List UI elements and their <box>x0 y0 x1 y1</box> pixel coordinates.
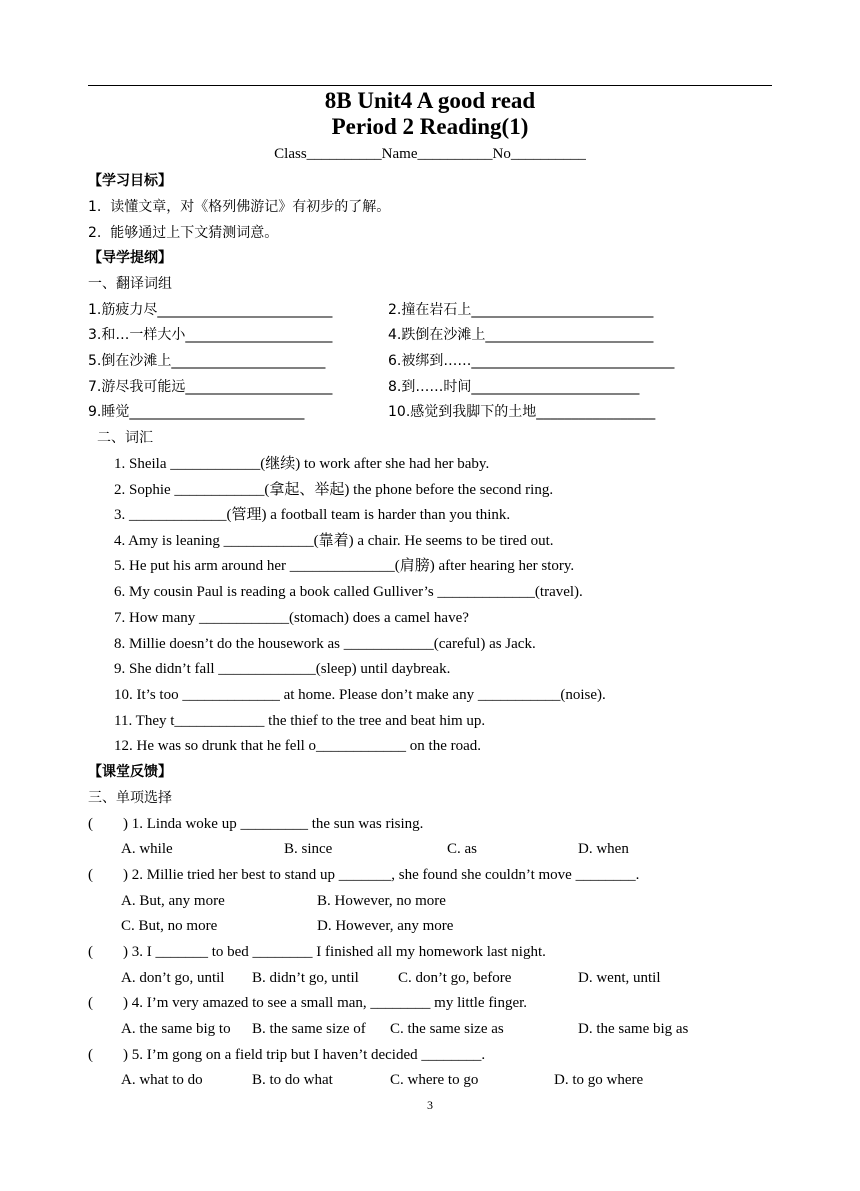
vocab-item: 5. He put his arm around her ______________(肩膀) after hearing her story. <box>114 558 575 574</box>
phrase-item: 1.筋疲力尽_________________________ <box>88 302 333 318</box>
vocab-item: 6. My cousin Paul is reading a book called Gulliver’s _____________(travel). <box>114 584 583 600</box>
vocab-item: 9. She didn’t fall _____________(sleep) until daybreak. <box>114 661 451 677</box>
question-option: C. don’t go, before <box>398 970 512 986</box>
question-option: B. to do what <box>252 1072 333 1088</box>
title-line-1: 8B Unit4 A good read <box>324 88 536 113</box>
vocab-item: 4. Amy is leaning ____________(靠着) a chair. He seems to be tired out. <box>114 533 554 549</box>
feedback-heading: 【课堂反馈】 <box>88 764 172 780</box>
page-number: 3 <box>427 1098 433 1112</box>
vocab-item: 7. How many ____________(stomach) does a camel have? <box>114 610 469 626</box>
question-option: C. But, no more <box>121 918 218 934</box>
question-option: B. didn’t go, until <box>252 970 359 986</box>
question-option: A. But, any more <box>121 893 225 909</box>
objectives-heading: 【学习目标】 <box>88 173 172 189</box>
question-option: D. when <box>578 841 629 857</box>
phrase-item: 8.到……时间________________________ <box>388 379 640 395</box>
phrase-item: 4.跌倒在沙滩上________________________ <box>388 327 654 343</box>
vocab-item: 11. They t____________ the thief to the tree and beat him up. <box>114 713 486 729</box>
question-option: A. what to do <box>121 1072 203 1088</box>
phrase-item: 6.被绑到……_____________________________ <box>388 353 675 369</box>
question-option: C. as <box>447 841 477 857</box>
question-option: C. the same size as <box>390 1021 504 1037</box>
question-option: B. since <box>284 841 333 857</box>
question-option: A. while <box>121 841 173 857</box>
vocab-item: 10. It’s too _____________ at home. Please don’t make any ___________(noise). <box>114 687 606 703</box>
question-option: B. However, no more <box>317 893 446 909</box>
phrase-item: 7.游尽我可能远_____________________ <box>88 379 333 395</box>
part3-title: 三、单项选择 <box>88 790 172 806</box>
phrase-item: 3.和…一样大小_____________________ <box>88 327 333 343</box>
phrase-item: 2.撞在岩石上__________________________ <box>388 302 654 318</box>
question-option: B. the same size of <box>252 1021 366 1037</box>
question-stem: ( ) 1. Linda woke up _________ the sun was rising. <box>88 816 424 832</box>
question-option: D. went, until <box>578 970 661 986</box>
title-line-2: Period 2 Reading(1) <box>331 114 529 139</box>
phrase-item: 5.倒在沙滩上______________________ <box>88 353 326 369</box>
question-option: D. to go where <box>554 1072 644 1088</box>
top-rule <box>88 85 772 86</box>
question-stem: ( ) 2. Millie tried her best to stand up _______, she found she couldn’t move ________. <box>88 867 640 883</box>
question-stem: ( ) 5. I’m gong on a field trip but I haven’t decided ________. <box>88 1047 486 1063</box>
question-stem: ( ) 3. I _______ to bed ________ I finished all my homework last night. <box>88 944 546 960</box>
vocab-item: 3. _____________(管理) a football team is harder than you think. <box>114 507 511 523</box>
question-option: A. don’t go, until <box>121 970 225 986</box>
question-option: A. the same big to <box>121 1021 231 1037</box>
objective-item: 1. 读懂文章，对《格列佛游记》有初步的了解。 <box>88 199 391 215</box>
vocab-item: 12. He was so drunk that he fell o____________ on the road. <box>114 738 482 754</box>
phrase-item: 10.感觉到我脚下的土地_________________ <box>388 404 656 420</box>
question-stem: ( ) 4. I’m very amazed to see a small man, ________ my little finger. <box>88 995 528 1011</box>
part1-title: 一、翻译词组 <box>88 276 172 292</box>
guide-heading: 【导学提纲】 <box>88 250 172 266</box>
objective-item: 2. 能够通过上下文猜测词意。 <box>88 225 279 241</box>
question-option: D. the same big as <box>578 1021 689 1037</box>
part2-title: 二、词汇 <box>97 430 153 446</box>
phrase-item: 9.睡觉_________________________ <box>88 404 305 420</box>
vocab-item: 2. Sophie ____________(拿起、举起) the phone before the second ring. <box>114 482 554 498</box>
question-option: D. However, any more <box>317 918 454 934</box>
vocab-item: 8. Millie doesn’t do the housework as ____________(careful) as Jack. <box>114 636 536 652</box>
vocab-item: 1. Sheila ____________(继续) to work after she had her baby. <box>114 456 490 472</box>
class-name-no-line: Class__________Name__________No__________ <box>274 146 586 162</box>
question-option: C. where to go <box>390 1072 479 1088</box>
